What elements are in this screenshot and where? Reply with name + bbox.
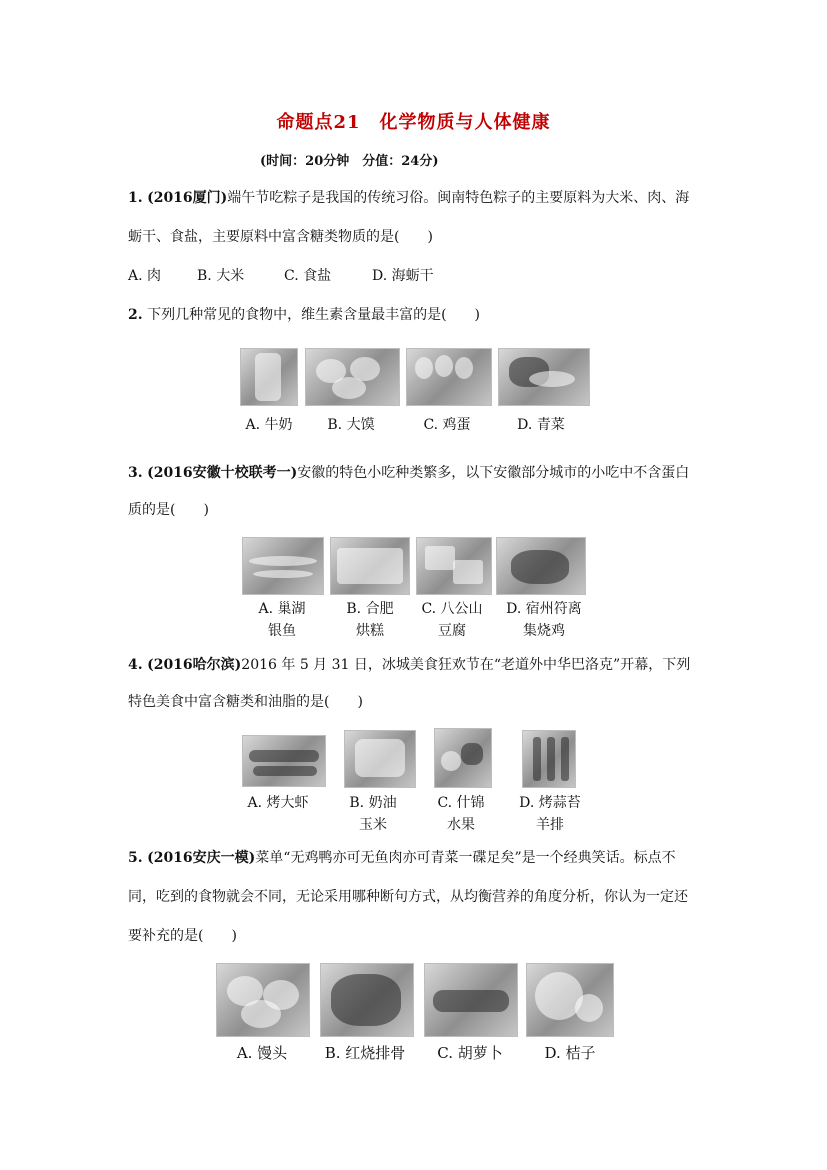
question-1-source: (2016厦门) bbox=[147, 190, 228, 206]
time-score-info: (时间：20分钟 分值：24分) bbox=[260, 154, 439, 169]
question-3-text-2: 质的是( ) bbox=[128, 502, 209, 518]
question-4-source: (2016哈尔滨) bbox=[147, 657, 242, 673]
question-4-text-2: 特色美食中富含糖类和油脂的是( ) bbox=[128, 694, 363, 710]
question-1-option-c: C. 食盐 bbox=[284, 268, 332, 284]
question-5-option-a: A. 馒头 bbox=[236, 1044, 288, 1062]
question-5-text-1: 菜单“无鸡鸭亦可无鱼肉亦可青菜一碟足矣”是一个经典笑话。标点不 bbox=[255, 850, 676, 866]
tofu-image bbox=[416, 537, 492, 595]
question-2-number: 2. bbox=[128, 307, 143, 323]
question-1-number: 1. bbox=[128, 190, 143, 206]
question-5-number: 5. bbox=[128, 850, 143, 866]
question-3-line-1 bbox=[128, 462, 689, 482]
butter-corn-image bbox=[344, 730, 416, 788]
greens-image bbox=[498, 348, 590, 406]
question-3-number: 3. bbox=[128, 465, 143, 481]
question-1-text-2: 蛎干、食盐，主要原料中富含糖类物质的是( ) bbox=[128, 229, 433, 245]
carrot-image bbox=[424, 963, 518, 1037]
question-3-option-a: A. 巢湖 银鱼 bbox=[258, 601, 306, 639]
question-5-option-b: B. 红烧排骨 bbox=[324, 1044, 406, 1062]
page-title: 命题点21 化学物质与人体健康 bbox=[276, 112, 551, 133]
question-2-text: 下列几种常见的食物中，维生素含量最丰富的是( ) bbox=[147, 307, 481, 323]
grilled-shrimp-image bbox=[242, 735, 326, 787]
question-4-option-b: B. 奶油 玉米 bbox=[349, 795, 397, 833]
roast-chicken-image bbox=[496, 537, 586, 595]
lamb-skewer-image bbox=[522, 730, 576, 788]
tangerine-image bbox=[526, 963, 614, 1037]
steamed-bun-image bbox=[305, 348, 400, 406]
question-1-line-1 bbox=[128, 187, 689, 207]
question-5-option-d: D. 桔子 bbox=[544, 1044, 596, 1062]
question-1-text-1: 端午节吃粽子是我国的传统习俗。闽南特色粽子的主要原料为大米、肉、海 bbox=[227, 190, 690, 206]
question-2-option-c: C. 鸡蛋 bbox=[423, 417, 471, 433]
question-5-text-2: 同，吃到的食物就会不同，无论采用哪种断句方式，从均衡营养的角度分析，你认为一定还 bbox=[128, 889, 688, 905]
question-1-option-b: B. 大米 bbox=[197, 268, 245, 284]
question-4-text-1: 2016 年 5 月 31 日，冰城美食狂欢节在“老道外中华巴洛克”开幕，下列 bbox=[241, 657, 691, 673]
question-1-option-d: D. 海蛎干 bbox=[372, 268, 434, 284]
question-1-option-a: A. 肉 bbox=[128, 268, 162, 284]
question-3-text-1: 安徽的特色小吃种类繁多，以下安徽部分城市的小吃中不含蛋白 bbox=[297, 465, 690, 481]
question-2-option-a: A. 牛奶 bbox=[245, 417, 293, 433]
question-4-option-d: D. 烤蒜苔 羊排 bbox=[519, 795, 581, 833]
question-5-option-c: C. 胡萝卜 bbox=[437, 1044, 503, 1062]
eggs-image bbox=[406, 348, 492, 406]
mixed-fruit-image bbox=[434, 728, 492, 788]
question-2-line bbox=[128, 304, 480, 324]
question-4-option-a: A. 烤大虾 bbox=[247, 795, 309, 811]
question-2-option-d: D. 青菜 bbox=[517, 417, 565, 433]
question-4-number: 4. bbox=[128, 657, 143, 673]
question-3-option-c: C. 八公山 豆腐 bbox=[421, 601, 483, 639]
question-4-option-c: C. 什锦 水果 bbox=[437, 795, 485, 833]
question-5-text-3: 要补充的是( ) bbox=[128, 928, 237, 944]
question-3-option-b: B. 合肥 烘糕 bbox=[346, 601, 394, 639]
question-4-line-1 bbox=[128, 654, 690, 674]
milk-image bbox=[240, 348, 298, 406]
question-5-source: (2016安庆一模) bbox=[147, 850, 256, 866]
silverfish-image bbox=[242, 537, 324, 595]
baked-cake-image bbox=[330, 537, 410, 595]
mantou-image bbox=[216, 963, 310, 1037]
question-5-line-1 bbox=[128, 847, 676, 867]
braised-ribs-image bbox=[320, 963, 414, 1037]
question-3-source: (2016安徽十校联考一) bbox=[147, 465, 298, 481]
question-2-option-b: B. 大馍 bbox=[327, 417, 375, 433]
question-3-option-d: D. 宿州符离 集烧鸡 bbox=[506, 601, 582, 639]
